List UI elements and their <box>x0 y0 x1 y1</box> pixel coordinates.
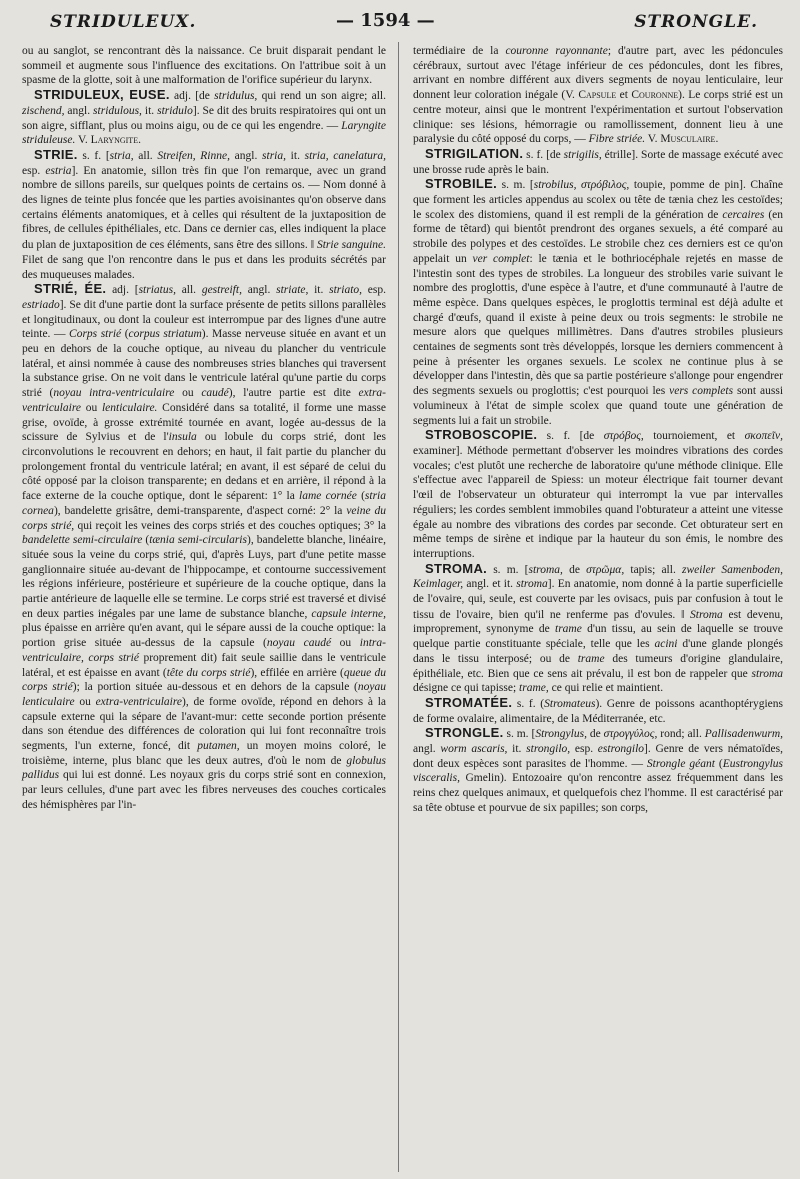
entry-italic: putamen, <box>197 740 240 753</box>
entry-italic: striatus, <box>138 284 176 297</box>
entry-text: angl. <box>413 743 441 756</box>
entry-text: et <box>616 89 632 102</box>
entry-italic: acini <box>654 638 678 651</box>
entry-text: s. m. [ <box>503 728 536 741</box>
entry-italic: Eustrongylus visceralis, <box>413 757 783 785</box>
entry-italic: intra-ventriculaire, corps strié <box>22 637 386 664</box>
entry-italic: noyau lenticulaire <box>22 681 386 708</box>
entry-italic: ver complet <box>472 252 530 265</box>
entry-italic: caudé <box>201 387 229 400</box>
entry-italic: stroma <box>516 578 548 591</box>
entry-text: s. f. [ <box>77 149 110 162</box>
entry-italic: trame <box>555 623 582 636</box>
entry-text: qui reçoit les veines des corps striés et des couches optiques; 3° la <box>74 519 386 532</box>
entry-italic: Streifen, Rinne, <box>157 149 230 162</box>
entry-text: des tumeurs d'origine glandulaire, épithéliale, etc. Bien que ce sens ait prévalu, il est bon de rappeler que <box>413 652 783 680</box>
entry-italic: extra-ventriculaire <box>95 695 183 708</box>
entry-text: V. <box>75 134 91 147</box>
entry-italic: estria <box>45 164 72 177</box>
continuation-paragraph <box>413 44 783 147</box>
entry-italic: stroma <box>751 667 783 680</box>
entry-text: ), l'autre partie est dite <box>228 387 359 400</box>
entry-text: tapis; all. <box>624 563 682 576</box>
header-right-word: STRONGLE. <box>634 12 758 32</box>
entry-text: angl. <box>229 149 263 162</box>
continuation-paragraph: ou au sanglot, se rencontrant dès la naissance. Ce bruit disparait pendant le sommeil et augmente sous l'influence des excitations. On l'attribue soit à un spasme de la glotte, soit à une malformation de l'orifice supérieur du larynx. <box>22 45 386 87</box>
entry-italic: veine du corps strié, <box>22 504 386 532</box>
entry-text: ]. En anatomie, nom donné à la partie superficielle de l'ovaire, qui, seule, est couverte par les ovisacs, puis par confusion à tout le tissu de l'ovaire, bien qu'il ne renferme pas d'ovules. <box>413 578 783 621</box>
entry-strie <box>22 148 386 282</box>
entry-italic: lame cornée <box>299 490 357 503</box>
entry-text: ( <box>356 490 365 503</box>
entry-italic: lenticulaire. <box>101 401 158 414</box>
entry-text: un moyen moins coloré, le troisième, interne, plus blanc que les deux autres, d'où le nom de <box>22 740 386 767</box>
header-left-word: STRIDULEUX. <box>50 12 197 32</box>
entry-italic: vers complets <box>669 385 734 398</box>
entry-italic: strobilus, στρόβιλος, <box>533 179 630 192</box>
entry-italic: tænia semi-circularis <box>149 534 247 547</box>
entry-text: Gmelin). Entozoaire qu'on rencontre assez fréquemment dans les reins chez quelques animaux, et quelquefois chez l'homme. Il est caractérisé par sa tête obtuse et pourvue de six papilles; son corps, <box>413 772 783 814</box>
entry-italic: Corps strié <box>69 328 122 341</box>
entry-text: angl. <box>64 104 94 117</box>
entry-italic: cercaires <box>722 208 765 221</box>
entry-text: it. <box>286 149 305 162</box>
entry-text: étrille]. Sorte de massage exécuté avec une brosse rude après le bain. <box>413 148 783 176</box>
entry-text: Filet de sang que l'on rencontre dans le pus et dans les produits sécrétés par des muqueuses malades. <box>22 253 386 281</box>
entry-italic: tête du corps strié <box>166 666 251 679</box>
entry-italic: Strongylus, <box>535 728 587 741</box>
entry-italic: zischend, <box>22 104 65 117</box>
entry-text: ), bandelette grisâtre, demi-transparente, d'aspect corné: 2° la <box>53 504 347 517</box>
headword: STRONGLE. <box>425 725 504 741</box>
entry-strongle <box>413 726 783 815</box>
entry-italic: stridulo <box>157 104 193 117</box>
section-mark: ‖ <box>680 606 685 621</box>
entry-text: ]. Se dit des bruits respiratoires qui ont un son aigre, sifflant, plus ou moins aigu, ou de ce qui les engendre. — <box>22 104 386 132</box>
entry-text: it. <box>308 284 330 297</box>
entry-italic: Fibre striée. <box>588 133 646 146</box>
entry-strobile <box>413 177 783 428</box>
entry-italic: zweiler Samenboden, Keimlager, <box>413 563 783 591</box>
entry-text: s. m. [ <box>497 179 534 192</box>
page-number: — 1594 — <box>336 10 435 31</box>
entry-italic: estrongilo <box>597 743 645 756</box>
entry-text: V. <box>645 133 661 146</box>
cross-reference: Couronne <box>631 89 679 102</box>
column-divider <box>398 42 399 1172</box>
headword: STRIGILATION. <box>425 145 524 161</box>
entry-italic: striato, <box>329 284 363 297</box>
entry-text: ); la portion située au-dessous et en dehors de la capsule ( <box>72 681 358 694</box>
entry-italic: estriado <box>22 298 60 311</box>
entry-text: ce qui relie et maintient. <box>548 682 664 695</box>
entry-text: est devenu, improprement, synonyme de <box>413 608 783 636</box>
entry-italic: Strongle géant <box>646 757 715 770</box>
entry-italic: striate, <box>276 284 309 297</box>
entry-italic: σκοπεῖν, <box>744 430 783 443</box>
entry-text: proprement dit) fait seule saillie dans le ventricule latéral, et est épaisse en avant ( <box>22 651 386 679</box>
entry-text: ou <box>74 695 96 708</box>
right-column <box>413 44 783 816</box>
entry-text: de <box>562 563 587 576</box>
entry-strigilation <box>413 147 783 177</box>
entry-italic: Stromateus <box>544 697 596 710</box>
entry-text: ), bandelette blanche, linéaire, située sous la veine du corps strié, qui, d'après Luys, part d'une petite masse ganglionnaire située au-devant de l'hippocampe, et contourne successivement les régions inférieure, postérieure et supérieure de la couche optique, dans la partie antérieure de laquelle elle se termine. Le corps strié est traversé et divisé en deux parties inégales par une lame de substance blanche, <box>22 534 386 620</box>
entry-italic: strongilo, <box>526 743 571 756</box>
entry-italic: trame, <box>519 682 549 695</box>
entry-text: d'un tissu, au sein de laquelle se trouve quelque partie constituante spéciale, telle que les <box>413 623 783 651</box>
entry-stromatee <box>413 696 783 726</box>
entry-text: ou lobule du corps strié, dont les circonvolutions le recouvrent en dehors; en haut, il fait partie du plancher du prolongement frontal du ventricule latéral; en avant, il est séparé de celui du côté opposé par la cloison transparente; en dedans et en arrière, il répond à la face externe de la couche optique, dont le séparent: 1° la <box>22 431 386 503</box>
entry-italic: Strie sanguine. <box>314 239 387 252</box>
entry-text: ou <box>174 387 202 400</box>
entry-text: ). Genre de poissons acanthoptérygiens de forme ovalaire, alimentaire, de la Méditerranée, etc. <box>413 697 784 725</box>
entry-italic: στρόβος, <box>603 430 644 443</box>
entry-text: all. <box>133 149 158 162</box>
cross-reference: Musculaire. <box>660 133 719 146</box>
entry-text: tournoiement, et <box>643 430 745 443</box>
entry-text: ou <box>80 401 102 414</box>
entry-italic: stroma, <box>528 563 563 576</box>
entry-text: sont aussi volumineux à l'état de simple scolex que quand toute une génération de segments lui a fait un strobile. <box>413 385 784 427</box>
entry-text: s. f. [de <box>523 148 564 161</box>
entry-text: : le tænia et le bothriocéphale rejetés en masse de l'intestin sont des types de strobiles. La longueur des strobiles varie suivant le nombre des proglottis, d'une espèce à l'autre, et d'une communauté à l'autre de même espèce. Dans quelques espèces, le proglottis terminal est déjà adulte et chargé d'œufs, quand il existe à peine deux ou trois segments: le strobile ne mesure alors que quelques millimètres. Dans d'autres strobiles plusieurs centaines de segments sont très développés, lorsque les derniers commencent à peine à présenter les organes sexuels. Le scolex ne continue plus à se développer dans l'intestin, dès que sa partie postérieure s'allonge pour engendrer des segments sexuels ou proglottis; c'est pourquoi les <box>413 252 784 398</box>
entry-italic: strigilis, <box>563 148 602 161</box>
entry-text: termédiaire de la <box>413 45 506 57</box>
entry-text: esp. <box>570 743 598 756</box>
entry-italic: gestreift, <box>201 284 242 297</box>
entry-text: ( <box>142 534 150 547</box>
headword: STROBOSCOPIE. <box>425 427 538 443</box>
entry-text: désigne ce qui tapisse; <box>413 682 520 695</box>
entry-text: all. <box>175 284 202 297</box>
entry-stroma <box>413 562 783 696</box>
entry-italic: stria, <box>262 149 286 162</box>
headword: STRIÉ, ÉE. <box>34 281 107 297</box>
entry-italic: stria, canelatura, <box>304 149 386 162</box>
entry-text: ). Le corps strié est un centre moteur, ainsi que le montrent l'expérimentation et surtout l'observation clinique: ses lésions, hémorragie ou ramollissement, donnent lieu à une paralysie du côté opposé du corps, — <box>413 89 783 146</box>
entry-text: it. <box>507 743 527 756</box>
entry-italic: globulus pallidus <box>22 754 386 782</box>
entry-italic: στρῶμα, <box>586 563 625 576</box>
entry-text: s. f. ( <box>512 697 545 710</box>
entry-italic: stria, <box>109 149 134 162</box>
entry-text: d'une glande plongés dans le tissu interposé; ou de <box>413 638 783 665</box>
entry-text: esp. <box>362 284 386 297</box>
entry-text: ]. Genre de vers nématoïdes, dont deux espèces sont parasites de l'homme. — <box>413 743 783 770</box>
entry-italic: stridulus, <box>214 90 258 103</box>
entry-italic: stridulous, <box>93 104 142 117</box>
headword: STROBILE. <box>425 176 498 192</box>
headword: STRIDULEUX, EUSE. <box>34 87 170 103</box>
section-mark: ‖ <box>310 237 315 252</box>
entry-text: ), de forme ovoïde, répond en dehors à la capsule externe qui la sépare de l'avant-mur: cette seconde portion présente dans son étendue des différences de coloration qui lui font reconnaître trois segments, l'un externe, foncé, dit <box>22 695 386 753</box>
entry-text: Considéré dans sa totalité, il forme une masse grise, ovoïde, à grosse extrémité tournée en avant, logée au-dessus de la scissure de Sylvius et de l' <box>22 401 387 444</box>
entry-strie-ee <box>22 282 386 812</box>
entry-text: it. <box>141 104 158 117</box>
entry-text: toupie, pomme de pin]. Chaîne que forment les articles appendus au scolex ou tête de tænia chez les cestoïdes; le scolex des distomiens, quand il est rempli de la génération de <box>413 179 784 221</box>
entry-italic: capsule interne, <box>311 607 387 620</box>
entry-italic: extra-ventriculaire <box>22 387 387 414</box>
entry-text: ). Masse nerveuse située en avant et un peu en dehors de la couche optique, au niveau du plancher du ventricule latéral, et ainsi nommée à cause des nombreuses stries blanches qui traversent la substance grise. On ne voit dans le ventricule latéral qu'une partie du corps strié ( <box>22 328 386 400</box>
headword: STROMATÉE. <box>425 694 513 710</box>
headword: STROMA. <box>425 560 488 576</box>
entry-italic: στρογγύλος, <box>603 728 658 741</box>
entry-text: rond; all. <box>657 728 705 741</box>
entry-italic: worm ascaris, <box>440 743 508 756</box>
entry-italic: stria cornea <box>22 490 386 517</box>
entry-text: de <box>586 728 604 741</box>
entry-italic: queue du corps strié <box>22 666 386 694</box>
entry-text: adj. [ <box>106 284 139 297</box>
entry-text: ]. En anatomie, sillon très fin que l'on remarque, avec un grand nombre de sillons pareils, sur quelques points de certains os. — Nom donné à des lignes de teinte plus foncée que les parties avoisinantes qu'on observe dans certains éléments anatomiques, et à celles qui résultent de la juxtaposition de fibres, de cellules épithéliales, etc. Dans ce dernier cas, elles indiquent la place du plan de juxtaposition de ces éléments, sans être des sillons. <box>22 164 386 252</box>
entry-text: (en forme de têtard) qui bientôt prendront des organes sexuels, a été comparé au strobile des polypes et des cestoïdes. Le strobile chez ces derniers est ce qu'on appelait un <box>413 208 783 265</box>
entry-text: ]. Se dit d'une partie dont la surface présente de petits sillons parallèles et longitudinaux, ou dont la couleur est interrompue par des lignes d'une autre teinte. — <box>22 298 386 341</box>
entry-italic: noyau intra-ventriculaire <box>53 387 175 400</box>
entry-text: examiner]. Méthode permettant d'observer les moindres vibrations des cordes vocales; c'est plutôt une recherche de laboratoire qu'une méthode clinique. Elle s'effectue avec l'appareil de Spiess: un moteur électrique fait tourner devant l'œil de l'observateur un obturateur qui interrompt la vue par intervalles réguliers; les cordes semblent immobiles quand l'obturateur a atteint une vitesse égale au nombre des vibrations des cordes par seconde. Cet obturateur sert en même temps de sirène et indique par la hauteur du son émis, le nombre des interruptions. <box>413 444 783 560</box>
entry-italic: noyau caudé <box>266 637 332 650</box>
entry-italic: insula <box>168 431 197 444</box>
entry-italic: trame <box>577 652 605 665</box>
entry-text: s. m. [ <box>487 563 529 576</box>
entry-text: s. f. [de <box>537 430 604 443</box>
left-column <box>22 44 386 813</box>
entry-text: ), effilée en arrière ( <box>250 666 344 679</box>
entry-text: adj. [de <box>169 90 215 103</box>
entry-italic: Pallisadenwurm, <box>704 728 784 741</box>
running-header <box>0 6 800 36</box>
cross-reference: Capsule <box>578 89 617 102</box>
entry-text: angl. et it. <box>463 578 517 591</box>
entry-text: qui rend un son aigre; all. <box>257 90 387 103</box>
cross-reference: Laryngite. <box>90 134 141 147</box>
entry-text: qui lui est donné. Les noyaux gris du corps strié sont en connexion, par leurs cellules, d'une part avec les fibres nerveuses des couches corticales des hémisphères par l'in- <box>22 769 386 811</box>
entry-italic: corpus striatum <box>128 328 202 341</box>
entry-text: esp. <box>22 164 46 177</box>
entry-text: ( <box>714 757 723 770</box>
entry-italic: Laryngite striduleuse. <box>22 119 386 147</box>
headword: STRIE. <box>34 146 78 162</box>
entry-text: angl. <box>241 284 277 297</box>
entry-text: ( <box>121 328 129 341</box>
entry-striduleux <box>22 88 386 148</box>
entry-text: plus épaisse en arrière qu'en avant, qui le sépare aussi de la couche optique: la portion grise située au-dessus de la capsule ( <box>22 622 386 650</box>
entry-text: ou <box>331 637 360 650</box>
entry-italic: couronne rayonnante <box>505 45 608 57</box>
entry-italic: bandelette semi-circulaire <box>22 534 143 547</box>
entry-italic: Stroma <box>684 608 723 621</box>
entry-text: ; d'autre part, avec les pédoncules cérébraux, surtout avec l'étage inférieur de ces pédoncules, dont les fibres, arrivant en nombre différent aux divers segments de noyau lenticulaire, leur donnent leur coloration inégale (V. <box>413 45 784 102</box>
entry-stroboscopie <box>413 428 783 561</box>
